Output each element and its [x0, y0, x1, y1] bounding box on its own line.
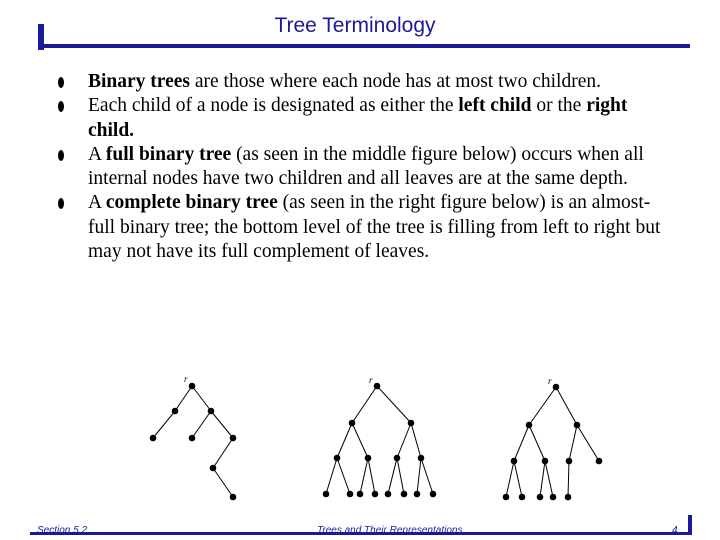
bullet-item	[55, 70, 675, 94]
slide-title: Tree Terminology	[274, 14, 436, 37]
bullet-text: Each child of a node is designated as either the	[88, 95, 459, 117]
bullet-icon	[58, 198, 64, 209]
bullet-text: A	[88, 192, 106, 214]
root-label: r	[369, 375, 373, 385]
term-right-child: right child.	[88, 95, 628, 141]
bullet-list	[55, 70, 675, 264]
binary-tree-figure	[150, 374, 236, 500]
bullet-text: A	[88, 143, 106, 165]
term-complete-binary-tree: complete binary tree	[105, 192, 278, 214]
bullet-icon	[58, 101, 64, 112]
term-binary-trees: Binary trees	[88, 71, 190, 92]
root-label: r	[184, 374, 188, 384]
tree-figures	[0, 360, 720, 510]
bullet-item	[55, 94, 675, 143]
page-number: 4	[672, 525, 678, 536]
root-label: r	[548, 376, 552, 386]
bullet-text: (as seen in the middle figure below) occurs when all internal nodes have two children and all leaves are at the same depth.	[88, 143, 644, 190]
bullet-item	[55, 191, 675, 264]
bullet-icon	[58, 150, 64, 161]
full-binary-tree-figure	[323, 375, 436, 497]
bullet-text: are those where each node has at most two children.	[190, 71, 601, 92]
complete-binary-tree-figure	[503, 376, 602, 500]
term-full-binary-tree: full binary tree	[105, 143, 232, 165]
footer-section: Section 5.2	[37, 525, 88, 536]
bullet-text: (as seen in the right figure below) is an almost-full binary tree; the bottom level of the tree is filling from left to right but may not have its full complement of leaves.	[88, 192, 661, 263]
term-left-child: left child	[458, 95, 532, 117]
bullet-icon	[58, 77, 64, 88]
footer-title: Trees and Their Representations	[317, 525, 463, 536]
bullet-item	[55, 143, 675, 192]
bullet-text: or the	[531, 95, 587, 117]
header-rule	[38, 44, 690, 48]
